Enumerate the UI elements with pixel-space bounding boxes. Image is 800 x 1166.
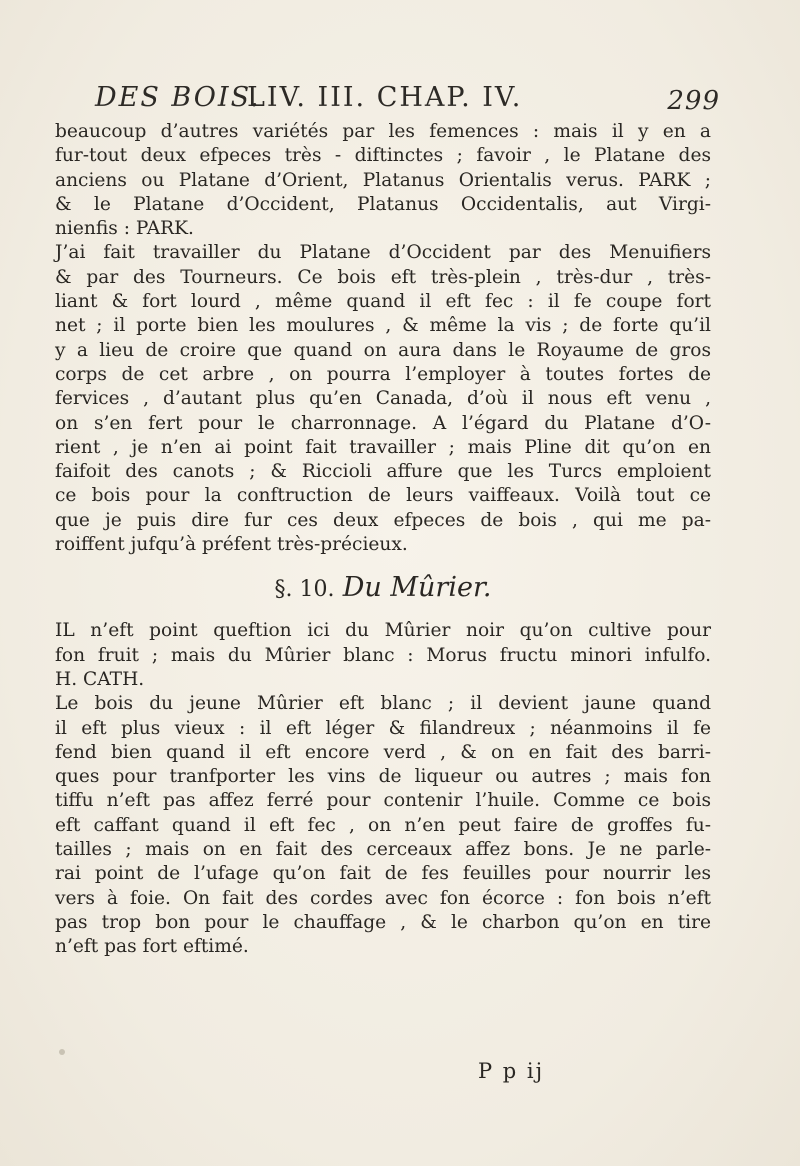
text-line: liant & fort lourd , même quand il eft fec : il fe coupe fort [55, 291, 711, 313]
text-line: net ; il porte bien les moulures , & même la vis ; de forte qu’il [55, 315, 711, 337]
paragraphs-top [55, 120, 711, 557]
text-line: roiffent jufqu’à préfent très-précieux. [55, 534, 408, 556]
paragraph [55, 692, 711, 959]
text-line: n’eft pas fort eftimé. [55, 936, 249, 958]
text-line: ce bois pour la conftruction de leurs vaiffeaux. Voilà tout ce [55, 485, 711, 507]
text-line: y a lieu de croire que quand on aura dans le Royaume de gros [55, 339, 711, 361]
section-heading [55, 571, 711, 607]
text-line: nienfis : PARK. [55, 218, 194, 240]
paragraph [55, 619, 711, 692]
text-line: IL n’eft point queftion ici du Mûrier noir qu’on cultive pour [55, 620, 711, 642]
paragraphs-bottom [55, 619, 711, 959]
text-line: & par des Tourneurs. Ce bois eft très-plein , très-dur , très- [55, 266, 711, 288]
text-line: vers à foie. On fait des cordes avec fon écorce : fon bois n’eft [55, 887, 711, 909]
text-line: on s’en fert pour le charronnage. A l’égard du Platane d’O- [55, 412, 711, 434]
running-head-chapter: LIV. III. CHAP. IV. [247, 82, 523, 113]
section-title: Du Mûrier. [342, 572, 492, 604]
text-line: faifoit des canots ; & Riccioli affure que les Turcs emploient [55, 461, 711, 483]
text-line: tiffu n’eft pas affez ferré pour contenir l’huile. Comme ce bois [55, 790, 711, 812]
running-head-book: DES BOIS. [95, 82, 261, 113]
text-line: fend bien quand il eft encore verd , & on en fait des barri- [55, 741, 711, 763]
text-line: H. CATH. [55, 668, 145, 690]
paragraph [55, 120, 711, 241]
text-line: que je puis dire fur ces deux efpeces de bois , qui me pa- [55, 509, 711, 531]
text-line: eft caffant quand il eft fec , on n’en peut faire de groffes fu- [55, 814, 711, 836]
text-line: ques pour tranfporter les vins de liqueur ou autres ; mais fon [55, 766, 711, 788]
running-head [95, 82, 720, 124]
text-line: J’ai fait travailler du Platane d’Occident par des Menuifiers [55, 242, 711, 264]
paper-speck [59, 1049, 65, 1055]
section-number: §. 10. [274, 577, 335, 603]
text-line: fur-tout deux efpeces très - diftinctes ; favoir , le Platane des [55, 145, 711, 167]
text-line: fon fruit ; mais du Mûrier blanc : Morus fructu minori infulfo. [55, 644, 711, 666]
text-line: corps de cet arbre , on pourra l’employer à toutes fortes de [55, 363, 711, 385]
text-line: anciens ou Platane d’Orient, Platanus Orientalis verus. PARK ; [55, 169, 711, 191]
text-line: tailles ; mais on en fait des cerceaux affez bons. Je ne parle- [55, 839, 711, 861]
text-line: pas trop bon pour le chauffage , & le charbon qu’on en tire [55, 911, 711, 933]
text-line: rai point de l’ufage qu’on fait de fes feuilles pour nourrir les [55, 863, 711, 885]
text-line: beaucoup d’autres variétés par les femences : mais il y en a [55, 121, 711, 142]
text-line: rient , je n’en ai point fait travailler ; mais Pline dit qu’on en [55, 436, 711, 458]
page-body [55, 120, 711, 960]
signature-mark: P p ij [478, 1059, 545, 1083]
text-line: il eft plus vieux : il eft léger & filandreux ; néanmoins il fe [55, 717, 711, 739]
text-line: fervices , d’autant plus qu’en Canada, d’où il nous eft venu , [55, 388, 711, 410]
page-number: 299 [667, 86, 720, 116]
text-line: & le Platane d’Occident, Platanus Occidentalis, aut Virgi- [55, 193, 711, 215]
paragraph [55, 241, 711, 557]
text-line: Le bois du jeune Mûrier eft blanc ; il devient jaune quand [55, 693, 711, 715]
